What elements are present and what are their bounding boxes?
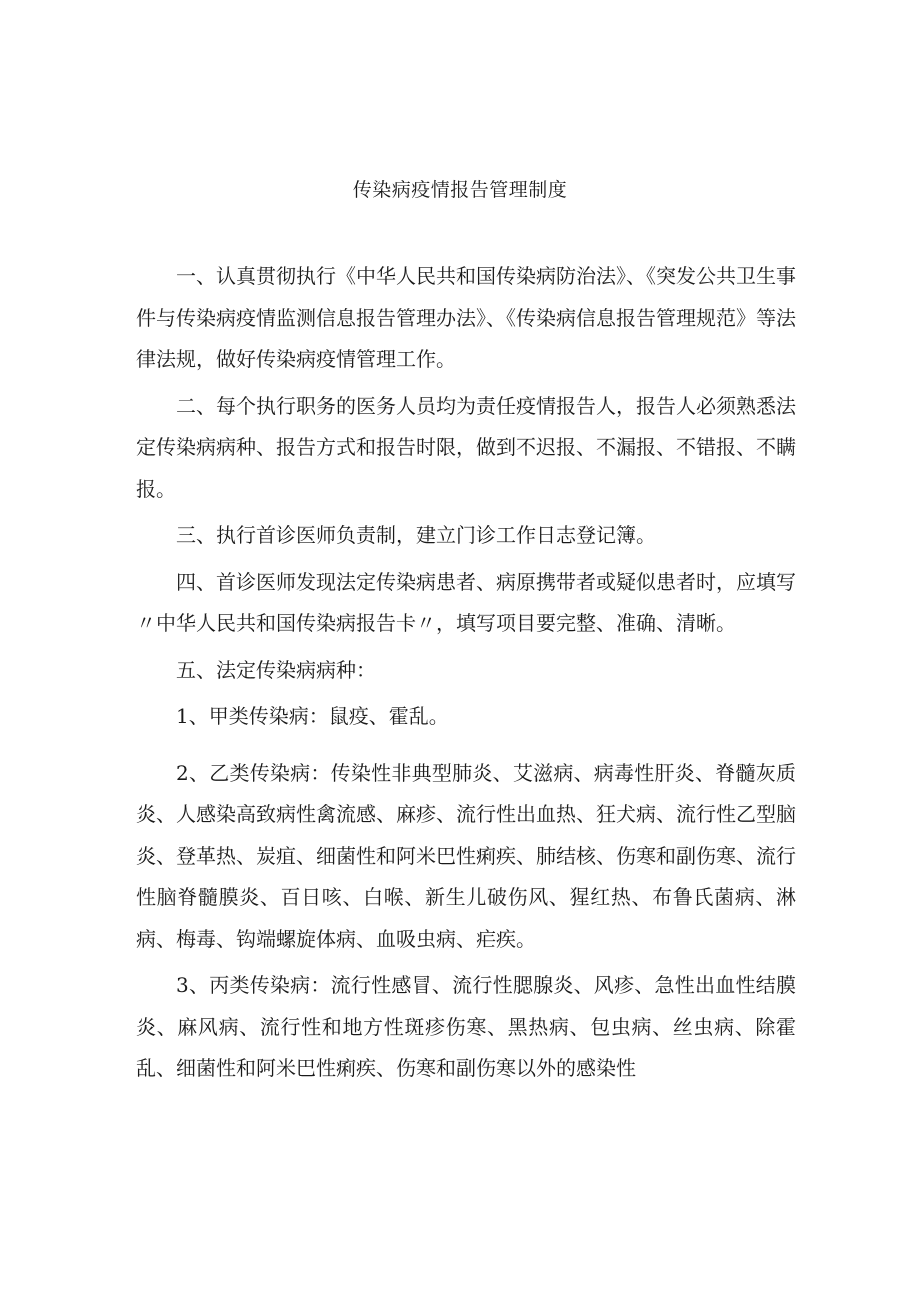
paragraph-3: 三、执行首诊医师负责制，建立门诊工作日志登记簿。 [176, 523, 656, 547]
page-title: 传染病疫情报告管理制度 [352, 179, 568, 201]
paragraph-2: 二、每个执行职务的医务人员均为责任疫情报告人，报告人必须熟悉法定传染病病种、报告方式和报告时限，做到不迟报、不漏报、不错报、不瞒报。 [136, 393, 796, 501]
paragraph-1: 一、认真贯彻执行《中华人民共和国传染病防治法》、《突发公共卫生事件与传染病疫情监测信息报告管理办法》、《传染病信息报告管理规范》等法律法规，做好传染病疫情管理工作。 [136, 264, 796, 371]
paragraph-7: 2、乙类传染病：传染性非典型肺炎、艾滋病、病毒性肝炎、脊髓灰质炎、人感染高致病性禽流感、麻疹、流行性出血热、狂犬病、流行性乙型脑炎、登革热、炭疽、细菌性和阿米巴性痢疾、肺结核、伤寒和副伤寒、流行性脑脊髓膜炎、百日咳、白喉、新生儿破伤风、猩红热、布鲁氏菌病、淋病、梅毒、钩端螺旋体病、血吸虫病、疟疾。 [136, 760, 796, 951]
paragraph-5: 五、法定传染病病种： [176, 657, 376, 682]
document-body [136, 256, 796, 1090]
paragraph-8: 3、丙类传染病：流行性感冒、流行性腮腺炎、风疹、急性出血性结膜炎、麻风病、流行性和地方性斑疹伤寒、黑热病、包虫病、丝虫病、除霍乱、细菌性和阿米巴性痢疾、伤寒和副伤寒以外的感染性 [136, 973, 796, 1080]
paragraph-4: 四、首诊医师发现法定传染病患者、病原携带者或疑似患者时，应填写〃中华人民共和国传染病报告卡〃，填写项目要完整、准确、清晰。 [136, 569, 796, 635]
paragraph-6: 1、甲类传染病：鼠疫、霍乱。 [176, 704, 449, 728]
